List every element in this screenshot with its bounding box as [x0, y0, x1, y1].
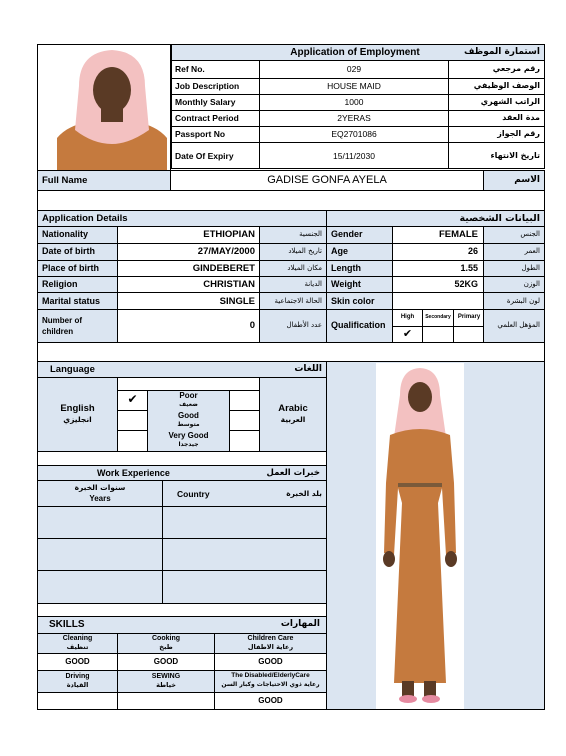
info-label-job: Job Description — [175, 81, 240, 91]
info-value-ref: 029 — [346, 64, 362, 74]
info-label-ar-contract: مدة العقد — [502, 113, 540, 122]
full-name-label-ar: الاسم — [514, 175, 540, 185]
skill-childcare-value: GOOD — [258, 657, 283, 666]
skill-cleaning-ar: تنظيف — [66, 643, 89, 651]
skill-sewing-ar: خياطة — [156, 681, 176, 689]
spacer-row-2 — [37, 342, 545, 362]
lang-level-verygood-ar: جيدجدا — [178, 441, 199, 448]
spacer-row-3 — [37, 451, 327, 466]
full-name-label: Full Name — [42, 175, 88, 186]
children-label: Number of children — [42, 316, 82, 336]
spacer-row-1 — [37, 190, 545, 211]
skill-childcare-ar: رعاية الاطفال — [247, 643, 294, 651]
marital-label: Marital status — [42, 296, 101, 306]
children-value: 0 — [249, 320, 255, 331]
qual-level-secondary: Secondary — [425, 314, 451, 320]
lang-level-good: Good — [178, 411, 199, 420]
skin-label: Skin color — [331, 296, 375, 306]
skill-sewing-label: SEWING — [151, 673, 181, 680]
app-details-title-ar: البيانات الشخصية — [459, 213, 540, 224]
info-value-expiry: 15/11/2030 — [333, 151, 375, 161]
info-value-salary: 1000 — [344, 97, 364, 107]
weight-value: 52KG — [454, 279, 478, 289]
info-label-ar-ref: رقم مرجعي — [492, 64, 540, 73]
app-details-title: Application Details — [42, 213, 128, 224]
skill-eldercare-value: GOOD — [258, 696, 283, 705]
marital-label-ar: الحالة الاجتماعية — [274, 297, 322, 305]
skill-cooking-label: Cooking — [152, 635, 180, 642]
skills-title: SKILLS — [49, 619, 85, 630]
work-years-ar: سنوات الخبرة — [74, 483, 126, 492]
qual-level-high: High — [400, 314, 415, 320]
age-label: Age — [331, 246, 349, 256]
info-label-ref: Ref No. — [175, 64, 205, 74]
qualification-label-ar: المؤهل العلمي — [497, 321, 540, 329]
language-title: Language — [50, 364, 95, 375]
dob-label: Date of birth — [42, 246, 95, 256]
age-label-ar: العمر — [524, 247, 540, 255]
age-value: 26 — [467, 246, 478, 256]
info-label-ar-salary: الراتب الشهري — [480, 97, 540, 106]
qual-level-primary: Primary — [457, 314, 481, 320]
gender-value: FEMALE — [438, 229, 478, 240]
lang-level-poor-ar: ضعيف — [179, 401, 198, 408]
spacer-row-4 — [37, 603, 327, 617]
info-label-expiry: Date Of Expiry — [175, 151, 234, 161]
skill-cooking-value: GOOD — [153, 657, 179, 666]
weight-label-ar: الوزن — [523, 280, 540, 288]
info-label-ar-expiry: تاريخ الانتهاء — [490, 151, 540, 160]
dob-value: 27/MAY/2000 — [197, 246, 255, 257]
nationality-label-ar: الجنسية — [299, 230, 322, 238]
info-label-contract: Contract Period — [175, 113, 239, 123]
length-label: Length — [331, 263, 361, 273]
info-label-ar-passport: رقم الجواز — [497, 129, 540, 138]
info-label-ar-job: الوصف الوظيفي — [473, 81, 540, 90]
religion-value: CHRISTIAN — [203, 279, 255, 290]
english-poor-check: ✔ — [127, 392, 138, 406]
skill-cleaning-value: GOOD — [65, 657, 90, 666]
pob-value: GINDEBERET — [192, 263, 255, 274]
lang-level-poor: Poor — [179, 391, 198, 400]
full-body-photo — [376, 363, 464, 709]
work-title-ar: خبرات العمل — [266, 468, 320, 478]
info-value-contract: 2YERAS — [337, 113, 371, 123]
religion-label: Religion — [42, 279, 78, 289]
length-value: 1.55 — [460, 263, 478, 273]
english-label: English — [60, 403, 95, 414]
language-title-ar: اللغات — [294, 364, 322, 374]
work-row-1 — [37, 506, 327, 539]
pob-label-ar: مكان الميلاد — [287, 264, 322, 272]
qualification-label: Qualification — [331, 320, 386, 330]
skill-cooking-ar: طبخ — [159, 643, 173, 651]
gender-label: Gender — [331, 229, 363, 239]
gender-label-ar: الجنس — [520, 230, 540, 238]
children-label-ar: عدد الأطفال — [286, 321, 322, 329]
skills-title-ar: المهارات — [280, 619, 320, 629]
form-title-en: Application of Employment — [290, 47, 420, 58]
skin-label-ar: لون البشرة — [506, 297, 540, 305]
skill-driving-ar: القيادة — [66, 681, 89, 689]
length-label-ar: الطول — [521, 264, 540, 272]
marital-value: SINGLE — [219, 296, 255, 307]
lang-level-verygood: Very Good — [168, 431, 209, 440]
work-row-3 — [37, 570, 327, 604]
work-country-ar: بلد الخبرة — [286, 489, 322, 498]
skill-cleaning-label: Cleaning — [62, 635, 93, 642]
arabic-label-ar: العربية — [280, 415, 306, 424]
work-row-2 — [37, 538, 327, 571]
lang-level-good-ar: متوسط — [177, 421, 200, 428]
english-label-ar: انجليزي — [63, 415, 92, 424]
info-label-salary: Monthly Salary — [175, 97, 236, 107]
info-value-passport: EQ2701086 — [331, 129, 377, 139]
full-name-value: GADISE GONFA AYELA — [267, 174, 387, 186]
info-label-passport: Passport No — [175, 129, 226, 139]
pob-label: Place of birth — [42, 263, 100, 273]
nationality-value: ETHIOPIAN — [203, 229, 255, 240]
work-country-label: Country — [177, 489, 210, 499]
skill-eldercare-ar: رعاية ذوي الاحتياجات وكبار السن — [221, 681, 320, 688]
qual-checkmark: ✔ — [402, 328, 413, 340]
work-title: Work Experience — [97, 468, 170, 478]
skill-childcare-label: Children Care — [247, 635, 294, 642]
nationality-label: Nationality — [42, 229, 89, 239]
info-value-job: HOUSE MAID — [327, 81, 381, 91]
headshot-photo — [57, 46, 167, 170]
work-years-label: Years — [89, 494, 111, 503]
religion-label-ar: الديانة — [304, 280, 322, 288]
form-title-ar: استمارة الموظف — [464, 47, 540, 57]
skill-eldercare-label: The Disabled/ElderlyCare — [231, 672, 310, 679]
dob-label-ar: تاريخ الميلاد — [288, 247, 322, 255]
arabic-label: Arabic — [278, 403, 308, 414]
skill-driving-label: Driving — [65, 673, 90, 680]
weight-label: Weight — [331, 279, 361, 289]
